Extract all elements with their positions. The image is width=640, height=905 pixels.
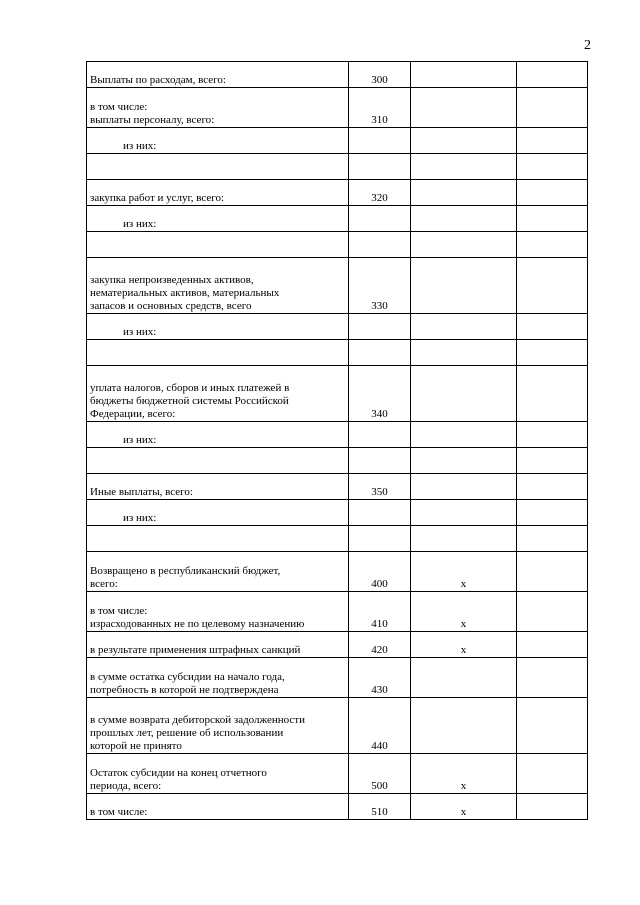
row-value-2: [517, 258, 588, 314]
row-value-2: [517, 206, 588, 232]
row-value-2: [517, 632, 588, 658]
row-code: 300: [349, 62, 411, 88]
row-label: в том числе: израсходованных не по целевому назначению: [87, 592, 349, 632]
row-label: в том числе: выплаты персоналу, всего:: [87, 88, 349, 128]
table-row: [87, 448, 588, 474]
row-label: [87, 154, 349, 180]
row-code: 410: [349, 592, 411, 632]
row-label: из них:: [87, 128, 349, 154]
row-code: [349, 314, 411, 340]
row-label: Выплаты по расходам, всего:: [87, 62, 349, 88]
table-row: [87, 422, 588, 448]
row-value-2: [517, 698, 588, 754]
row-label: в результате применения штрафных санкций: [87, 632, 349, 658]
row-code: [349, 154, 411, 180]
row-code: 430: [349, 658, 411, 698]
row-value-1: [411, 88, 517, 128]
table-row: [87, 474, 588, 500]
report-table-body: [87, 62, 588, 820]
row-label: закупка работ и услуг, всего:: [87, 180, 349, 206]
row-value-1: x: [411, 754, 517, 794]
row-code: [349, 206, 411, 232]
row-code: [349, 340, 411, 366]
table-row: [87, 658, 588, 698]
row-label: из них:: [87, 314, 349, 340]
row-value-2: [517, 88, 588, 128]
row-label: из них:: [87, 422, 349, 448]
row-code: 500: [349, 754, 411, 794]
row-value-2: [517, 448, 588, 474]
table-row: [87, 206, 588, 232]
row-value-2: [517, 592, 588, 632]
row-value-2: [517, 754, 588, 794]
table-row: [87, 794, 588, 820]
row-label: [87, 448, 349, 474]
row-label: уплата налогов, сборов и иных платежей в бюджеты бюджетной системы Российской Федерации, всего:: [87, 366, 349, 422]
row-value-1: [411, 658, 517, 698]
row-value-1: [411, 154, 517, 180]
table-row: [87, 500, 588, 526]
table-row: [87, 88, 588, 128]
row-value-1: [411, 448, 517, 474]
row-value-2: [517, 232, 588, 258]
page-number: 2: [584, 38, 591, 53]
row-value-2: [517, 154, 588, 180]
row-value-1: [411, 474, 517, 500]
table-row: [87, 698, 588, 754]
row-value-2: [517, 552, 588, 592]
row-value-1: [411, 180, 517, 206]
row-label: из них:: [87, 206, 349, 232]
table-row: [87, 62, 588, 88]
row-code: 440: [349, 698, 411, 754]
row-value-1: [411, 232, 517, 258]
row-code: 510: [349, 794, 411, 820]
row-value-2: [517, 500, 588, 526]
table-row: [87, 592, 588, 632]
row-label: закупка непроизведенных активов, нематериальных активов, материальных запасов и основных средств, всего: [87, 258, 349, 314]
table-row: [87, 314, 588, 340]
row-value-1: [411, 422, 517, 448]
table-row: [87, 552, 588, 592]
row-value-1: [411, 128, 517, 154]
row-label: из них:: [87, 500, 349, 526]
row-code: 330: [349, 258, 411, 314]
row-value-2: [517, 314, 588, 340]
row-value-1: [411, 62, 517, 88]
row-label: [87, 526, 349, 552]
row-value-2: [517, 366, 588, 422]
row-label: Остаток субсидии на конец отчетного периода, всего:: [87, 754, 349, 794]
row-code: 310: [349, 88, 411, 128]
row-code: [349, 526, 411, 552]
row-value-2: [517, 180, 588, 206]
row-label: в том числе:: [87, 794, 349, 820]
row-label: Возвращено в республиканский бюджет, всего:: [87, 552, 349, 592]
row-code: 340: [349, 366, 411, 422]
table-row: [87, 526, 588, 552]
table-row: [87, 232, 588, 258]
table-row: [87, 632, 588, 658]
row-value-1: x: [411, 592, 517, 632]
row-value-1: [411, 258, 517, 314]
row-value-2: [517, 794, 588, 820]
row-code: 400: [349, 552, 411, 592]
row-code: [349, 128, 411, 154]
table-row: [87, 366, 588, 422]
row-value-2: [517, 340, 588, 366]
row-label: [87, 340, 349, 366]
row-code: 320: [349, 180, 411, 206]
row-value-1: x: [411, 794, 517, 820]
row-label: [87, 232, 349, 258]
row-value-1: [411, 698, 517, 754]
row-code: [349, 232, 411, 258]
row-value-1: [411, 500, 517, 526]
row-value-1: x: [411, 552, 517, 592]
row-value-1: [411, 366, 517, 422]
row-value-2: [517, 474, 588, 500]
row-value-1: [411, 526, 517, 552]
row-code: 350: [349, 474, 411, 500]
row-value-2: [517, 422, 588, 448]
row-value-2: [517, 658, 588, 698]
row-code: [349, 422, 411, 448]
row-value-1: [411, 314, 517, 340]
row-label: в сумме возврата дебиторской задолженности прошлых лет, решение об использовании которой не принято: [87, 698, 349, 754]
row-value-2: [517, 128, 588, 154]
table-row: [87, 258, 588, 314]
row-code: 420: [349, 632, 411, 658]
row-label: в сумме остатка субсидии на начало года, потребность в которой не подтверждена: [87, 658, 349, 698]
row-label: Иные выплаты, всего:: [87, 474, 349, 500]
table-row: [87, 180, 588, 206]
table-row: [87, 340, 588, 366]
table-row: [87, 154, 588, 180]
row-value-1: x: [411, 632, 517, 658]
row-value-2: [517, 62, 588, 88]
row-code: [349, 500, 411, 526]
row-value-2: [517, 526, 588, 552]
table-row: [87, 128, 588, 154]
report-table: [86, 61, 588, 820]
row-value-1: [411, 206, 517, 232]
table-row: [87, 754, 588, 794]
row-code: [349, 448, 411, 474]
row-value-1: [411, 340, 517, 366]
